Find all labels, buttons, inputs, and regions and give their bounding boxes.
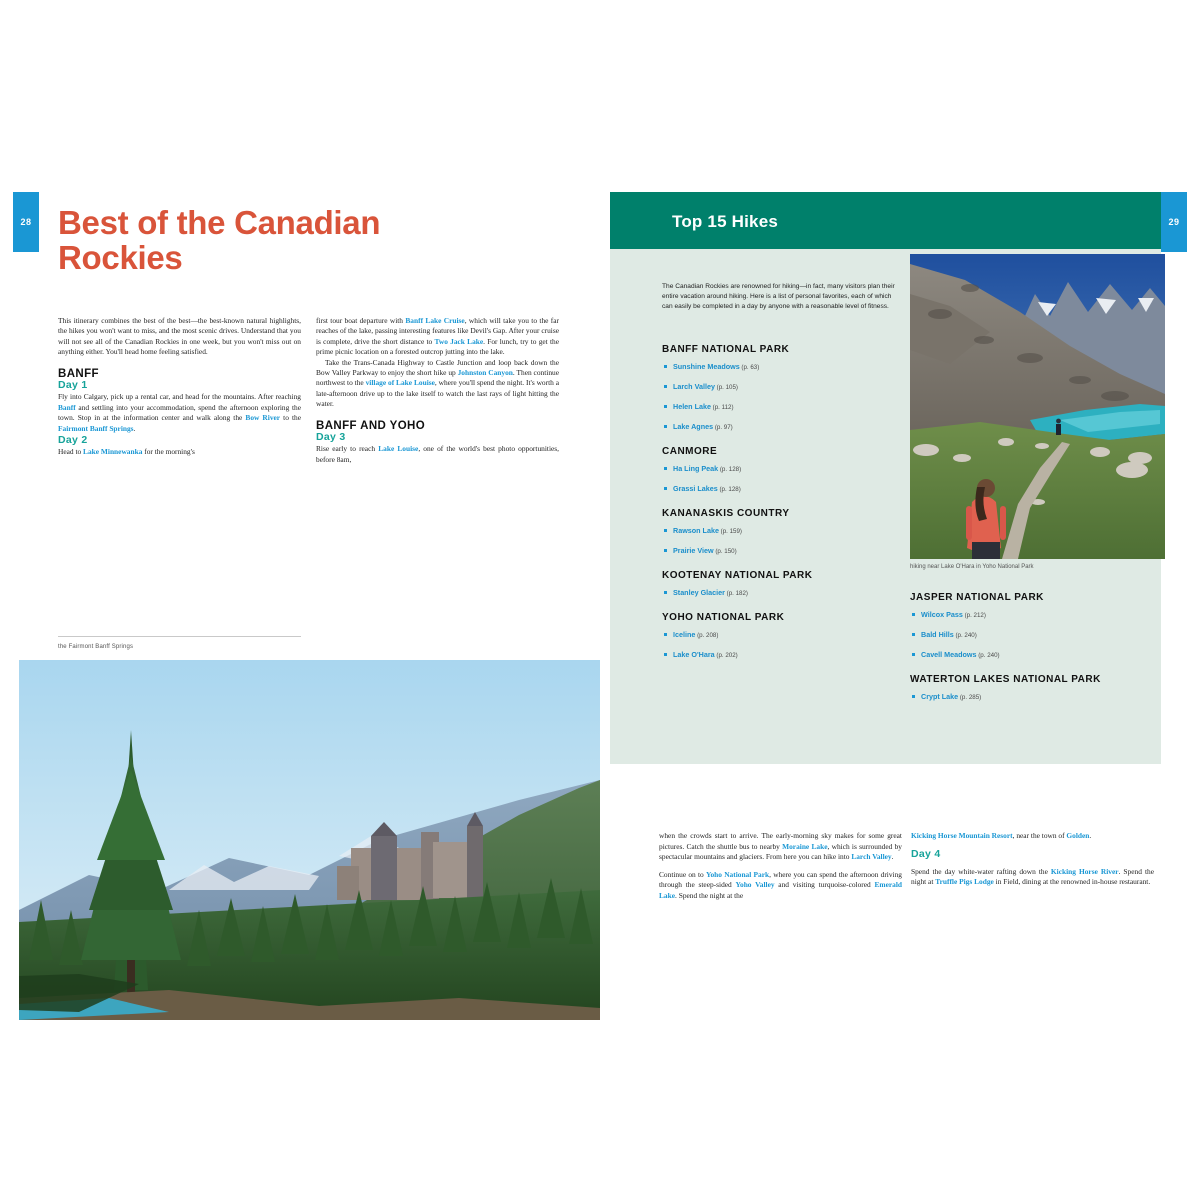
park-heading: CANMORE (662, 446, 718, 457)
hike-page-ref: (p. 285) (958, 694, 982, 701)
hike-list-item[interactable] (662, 650, 897, 661)
park-group (662, 612, 897, 661)
colb-text-b: , which will take you to the far reaches of the lake, passing interesting features like Devil's Gap. After your cruise is complete, drive the short distance to (316, 316, 559, 346)
link-moraine-lake[interactable]: Moraine Lake (782, 841, 828, 851)
link-village-of-lake-louise[interactable]: village of Lake Louise (365, 378, 435, 388)
hike-list-item[interactable] (910, 692, 1145, 703)
hike-page-ref: (p. 128) (717, 486, 741, 493)
page-number-tab-left (13, 192, 39, 252)
page-number-left: 28 (20, 217, 32, 227)
hike-page-ref: (p. 182) (724, 590, 748, 597)
right-column-b (911, 824, 1154, 895)
section-heading-banff-yoho: BANFF AND YOHO (316, 419, 426, 432)
day2-text-b: for the morning's (142, 447, 195, 457)
photo-fairmont-banff-springs (19, 660, 600, 1020)
left-column-a (58, 316, 301, 458)
day1-text-b: and settling into your accommodation, spend the afternoon exploring the town. Stop in at the information center and walk along the (58, 402, 301, 423)
hike-page-ref: (p. 112) (710, 404, 734, 411)
top-hikes-header-bar (610, 192, 1161, 249)
link-kicking-horse-river[interactable]: Kicking Horse River (1050, 866, 1119, 876)
hike-name[interactable]: Crypt Lake (921, 692, 959, 701)
caption-divider (58, 636, 301, 637)
park-group (662, 344, 897, 433)
colb-paragraph-1 (316, 316, 559, 358)
hike-name[interactable]: Stanley Glacier (673, 588, 725, 597)
link-banff-lake-cruise[interactable]: Banff Lake Cruise (405, 316, 465, 325)
park-heading: WATERTON LAKES NATIONAL PARK (910, 674, 1101, 685)
hike-page-ref: (p. 97) (713, 424, 733, 431)
right-text-b3: and visiting turquoise-colored (774, 880, 875, 890)
link-kicking-horse-mountain-resort[interactable]: Kicking Horse Mountain Resort (911, 831, 1013, 841)
hike-list (910, 692, 1145, 703)
hike-list-item[interactable] (662, 402, 897, 413)
park-group (910, 592, 1145, 661)
day3-text-a: Rise early to reach (316, 444, 379, 454)
day4-heading: Day 4 (911, 848, 941, 861)
right-page (600, 192, 1161, 1020)
hike-name[interactable]: Wilcox Pass (921, 610, 963, 619)
hike-list-right-column (910, 592, 1145, 712)
hike-list-item[interactable] (662, 526, 897, 537)
day1-heading: Day 1 (58, 379, 88, 392)
photo-caption-hiker: hiking near Lake O'Hara in Yoho National Park (910, 564, 1034, 570)
hike-name[interactable]: Cavell Meadows (921, 650, 977, 659)
hike-list-item[interactable] (910, 630, 1145, 641)
section-heading-banff: BANFF (58, 367, 99, 380)
link-fairmont-banff-springs[interactable]: Fairmont Banff Springs (58, 423, 134, 433)
hike-name[interactable]: Lake O'Hara (673, 650, 715, 659)
link-larch-valley[interactable]: Larch Valley (851, 852, 892, 862)
day2-paragraph (58, 447, 301, 457)
right-text-a2: , which is surrounded by spectacular mountains and glaciers. From here you can hike into (659, 841, 902, 862)
right-paragraph-1 (659, 831, 902, 862)
hike-page-ref: (p. 159) (718, 528, 742, 535)
hikes-intro-text: The Canadian Rockies are renowned for hiking—in fact, many visitors plan their entire vacation around hiking. Here is a list of personal favorites, each of which can easily be completed in a day by anyone with a reasonable level of fitness. (662, 283, 895, 310)
right-text-b1: Continue on to (659, 870, 706, 879)
hike-page-ref: (p. 202) (714, 652, 738, 659)
hike-list-item[interactable] (662, 588, 897, 599)
hike-list-item[interactable] (662, 464, 897, 475)
top-hikes-title: Top 15 Hikes (672, 212, 779, 231)
hike-list-item[interactable] (662, 362, 897, 373)
day4-text-2: . Spend the night at (911, 866, 1154, 887)
left-column-b (316, 316, 559, 465)
park-heading: JASPER NATIONAL PARK (910, 592, 1044, 603)
hike-list-item[interactable] (910, 650, 1145, 661)
hike-list-item[interactable] (662, 484, 897, 495)
colb-p2-text-c: , where you'll spend the night. It's worth a late-afternoon drive up to the lake itself to watch the last rays of light hitting the water. (316, 378, 560, 409)
park-heading: YOHO NATIONAL PARK (662, 612, 785, 623)
link-banff[interactable]: Banff (58, 402, 76, 412)
page-number-tab-right (1161, 192, 1187, 252)
colb-p2-text-a: Take the Trans-Canada Highway to Castle Junction and loop back down the Bow Valley Parkway to enjoy the short hike up (316, 357, 559, 378)
hike-name[interactable]: Grassi Lakes (673, 484, 718, 493)
hike-page-ref: (p. 212) (962, 612, 986, 619)
hike-list (910, 610, 1145, 661)
link-yoho-national-park[interactable]: Yoho National Park (705, 870, 770, 879)
hike-list (662, 526, 897, 557)
park-heading: KOOTENAY NATIONAL PARK (662, 570, 813, 581)
hike-list-item[interactable] (662, 382, 897, 393)
left-page (39, 192, 600, 1020)
link-lake-louise[interactable]: Lake Louise (378, 444, 419, 454)
day2-heading: Day 2 (58, 434, 88, 447)
hike-page-ref: (p. 150) (713, 548, 737, 555)
hike-page-ref: (p. 128) (718, 466, 742, 473)
day3-text-b: , one of the world's best photo opportunities, before 8am, (316, 444, 560, 464)
right-text-a1: when the crowds start to arrive. The early-morning sky makes for some great pictures. Catch the shuttle bus to nearby (659, 831, 902, 851)
colb-text-c: . For lunch, try to get the prime picnic location on a forested outcrop jutting into the lake. (316, 336, 559, 357)
right-paragraph-3 (911, 831, 1154, 841)
right-text-c1: , near the town of (1012, 831, 1067, 841)
day1-text-d: . (133, 423, 136, 433)
park-heading: BANFF NATIONAL PARK (662, 344, 790, 355)
intro-paragraph: This itinerary combines the best of the best—the best-known natural highlights, the hikes you won't want to miss, and the most scenic drives. Understand that you will not see all of the Canadian Rockies in one week, but you won't miss out on anything either. You'll head home feeling satisfied. (58, 316, 301, 357)
link-lake-minnewanka[interactable]: Lake Minnewanka (83, 447, 143, 457)
colb-p2-text-b: . Then continue northwest to the (316, 368, 560, 388)
day1-paragraph (58, 392, 301, 434)
hike-list (662, 362, 897, 433)
distant-hiker (1056, 419, 1061, 435)
park-group (662, 446, 897, 495)
day3-heading: Day 3 (316, 431, 346, 444)
hike-page-ref: (p. 63) (739, 364, 760, 371)
link-emerald-lake[interactable]: Emerald Lake (659, 880, 902, 900)
park-group (662, 570, 897, 599)
link-two-jack-lake[interactable]: Two Jack Lake (434, 336, 484, 346)
link-johnston-canyon[interactable]: Johnston Canyon (457, 368, 513, 378)
hike-list (662, 464, 897, 495)
link-truffle-pigs-lodge[interactable]: Truffle Pigs Lodge (935, 877, 994, 887)
day1-text-c: to the (280, 413, 301, 423)
day4-text-1: Spend the day white-water rafting down the (911, 866, 1051, 876)
hike-name[interactable]: Sunshine Meadows (673, 362, 740, 371)
photo-hiker-lake-ohara (910, 254, 1165, 559)
right-column-a (659, 824, 902, 909)
hike-list-left-column (662, 344, 897, 670)
link-bow-river[interactable]: Bow River (245, 413, 281, 423)
day3-paragraph (316, 444, 559, 465)
right-text-c2: . (1089, 831, 1092, 841)
right-text-a3: . (891, 852, 894, 862)
hike-name[interactable]: Prairie View (673, 546, 714, 555)
hike-name[interactable]: Larch Valley (673, 382, 715, 391)
hike-page-ref: (p. 240) (976, 652, 1000, 659)
hike-page-ref: (p. 240) (953, 632, 977, 639)
page-title: Best of the Canadian Rockies (58, 204, 381, 276)
hike-name[interactable]: Helen Lake (673, 402, 711, 411)
hike-list-item[interactable] (662, 546, 897, 557)
day4-text-3: in Field, dining at the renowned in-house restaurant. (993, 877, 1151, 887)
day1-text-a: Fly into Calgary, pick up a rental car, and head for the mountains. After reaching (58, 392, 301, 402)
photo-fairmont-svg (19, 660, 600, 1020)
right-text-b2: , where you can spend the afternoon driving through the steep-sided (659, 870, 902, 890)
right-paragraph-2 (659, 870, 902, 901)
colb-text-a: first tour boat departure with (316, 316, 406, 325)
hike-name[interactable]: Lake Agnes (673, 422, 714, 431)
photo-hiker-svg (910, 254, 1165, 559)
hike-page-ref: (p. 208) (695, 632, 719, 639)
colb-paragraph-2 (316, 358, 559, 410)
hike-list-item[interactable] (910, 610, 1145, 621)
hike-page-ref: (p. 105) (714, 384, 738, 391)
page-number-right: 29 (1168, 217, 1180, 227)
hike-name[interactable]: Iceline (673, 630, 696, 639)
link-yoho-valley[interactable]: Yoho Valley (735, 880, 775, 890)
hike-list-item[interactable] (662, 422, 897, 433)
hike-name[interactable]: Ha Ling Peak (673, 464, 719, 473)
hike-list (662, 630, 897, 661)
park-heading: KANANASKIS COUNTRY (662, 508, 790, 519)
hike-name[interactable]: Rawson Lake (673, 526, 719, 535)
photo-caption-fairmont: the Fairmont Banff Springs (58, 644, 134, 650)
link-golden[interactable]: Golden (1066, 831, 1090, 841)
park-group (910, 674, 1145, 703)
hike-list (662, 588, 897, 599)
park-group (662, 508, 897, 557)
right-text-b4: . Spend the night at the (675, 890, 744, 900)
hike-name[interactable]: Bald Hills (921, 630, 954, 639)
day2-text-a: Head to (58, 447, 84, 457)
day4-paragraph (911, 867, 1154, 888)
hike-list-item[interactable] (662, 630, 897, 641)
